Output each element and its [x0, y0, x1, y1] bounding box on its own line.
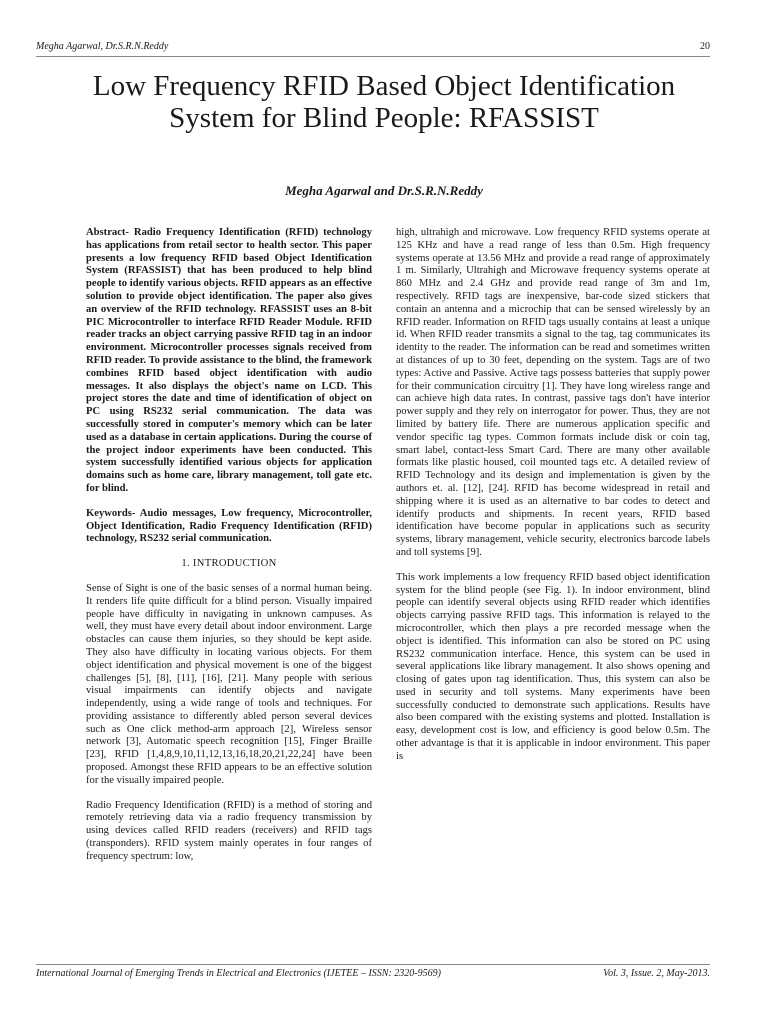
- section-heading-introduction: 1. INTRODUCTION: [181, 558, 277, 570]
- right-paragraph-2: This work implements a low frequency RFID based object identification system for the blind people (see Fig. 1). In indoor environment, blind people can identify several objects using RFID reader which identifies objects carrying passive RFID tags. This information is relayed to the microcontroller, which then plays a pre recorded message when the object is identified. This information can also be stored on PC using RS232 communication interface. Hence, this system can be used in several applications like library management. It also shows opening and closing of gates upon tag identification. Thus, this system can also be used in security and toll systems. Many experiments have been successfully conducted to demonstrate such applications. Results have also been compared with the existing systems and plotted. Installation is easy, development cost is low, and efficiency is good below 0.5m. The other advantage is that it is applicable in indoor environment. This paper is: [396, 571, 710, 762]
- header-rule: [36, 56, 710, 57]
- intro-paragraph-2: Radio Frequency Identification (RFID) is a method of storing and remotely retrieving data via a radio frequency transmission by using devices called RFID readers (receivers) and RFID tags (transponders). RFID system mainly operates in four ranges of frequency spectrum: low,: [86, 799, 372, 862]
- running-header-authors: Megha Agarwal, Dr.S.R.N.Reddy: [36, 41, 169, 52]
- paper-title: Low Frequency RFID Based Object Identification System for Blind People: RFASSIST: [92, 70, 676, 134]
- left-column: [86, 227, 372, 876]
- abstract: Abstract- Radio Frequency Identification (RFID) technology has applications from retail sector to health sector. This paper presents a low frequency RFID based Object Identification System (RFASSIST) that has been produced to help blind people to identify various objects. RFID appears as an effective solution to provide object identification. The paper also gives an overview of the RFID technology. RFASSIST uses an 8-bit PIC Microcontroller to interface RFID Reader Module. RFID reader tracks an object carrying passive RFID tag in an indoor environment. Microcontroller processes signals received from RFID reader. To provide assistance to the blind, the framework combines RFID based object identification with audio messages. It also displays the object's name on LCD. This project stores the date and time of identification of object on PC using RS232 serial communication. The data was successfully stored in computer's memory which can be later used as a database in certain applications. During the course of the project indoor experiments have been conducted. This system successfully identified various objects for application domains such as home care, library management, toll gate etc. for blind.: [86, 227, 372, 494]
- intro-paragraph-1: Sense of Sight is one of the basic senses of a normal human being. It renders life quite difficult for a blind person. Visually impaired people have difficulty in navigating in unknown campuses. As well, they must have every detail about indoor environment. Large obstacles can cause them injuries, so they should be kept aside. They also have difficulty in locating various objects. For them object identification and physical movement is one of the biggest challenges [5], [8], [11], [16], [21]. Many people with serious visual impairments can identify objects and navigate independently, using a wide range of tools and techniques. For providing assistance to differently abled person several devices such as One click method-arm approach [2], Wireless sensor network [3], Automatic speech recognition [15], Finger Braille [23], RFID [1,4,8,9,10,11,12,13,16,18,20,21,22,24] have been proposed. Amongst these RFID appears to be an effective solution for the visually impaired people.: [86, 582, 372, 786]
- paper-authors: Megha Agarwal and Dr.S.R.N.Reddy: [285, 183, 483, 198]
- footer-issue: Vol. 3, Issue. 2, May-2013.: [603, 968, 710, 979]
- page-number: 20: [700, 41, 710, 52]
- footer-rule: [36, 964, 710, 965]
- right-column: [396, 227, 710, 776]
- right-paragraph-1: high, ultrahigh and microwave. Low frequency RFID systems operate at 125 KHz and have a read range of less than 0.5m. High frequency systems operate at 13.56 MHz and provide a read range of approximately 1 m. Similarly, Ultrahigh and Microwave frequency systems operate at 860 MHz and 2.4 GHz and provide read range of 3m and 1m, respectively. RFID tags are inexpensive, bar-code sized stickers that contain an antenna and a microchip that can be sensed wirelessly by an RFID reader. Information on RFID tags usually contains at least a unique id. When RFID reader transmits a signal to the tag, tag communicates its identity to the reader. The information can be read and sometimes written at distances of up to 30 feet, depending on the system. Tags are of two types: Active and Passive. Active tags possess batteries that supply power for their communication circuitry [1]. They have long wireless range and can achieve high data rates. In contrast, passive tags don't have interior power supply and they rely on interrogator for power. Thus, they are not limited by battery life. There are numerous application specific and vendor specific tag types. Common formats include disk or coin tag, smart label, contact-less Smart Card. There are many other available formats like plastic housed, coil mounted tags etc. A detailed review of RFID Technology and its design and implementation is given by the authors et. al. [12], [24]. RFID has become widespread in retail and shipping where it is used as an alternative to bar codes to detect and identify products and shipments. In recent years, RFID based identification have become popular in applications such as security systems, library management, vehicle security, electronics barcode labels and toll systems [9].: [396, 227, 710, 558]
- keywords: Keywords- Audio messages, Low frequency, Microcontroller, Object Identification, Radio Frequency Identification (RFID) technology, RS232 serial communication.: [86, 507, 372, 545]
- footer-journal: International Journal of Emerging Trends in Electrical and Electronics (IJETEE – ISSN: 2320-9569): [36, 968, 441, 979]
